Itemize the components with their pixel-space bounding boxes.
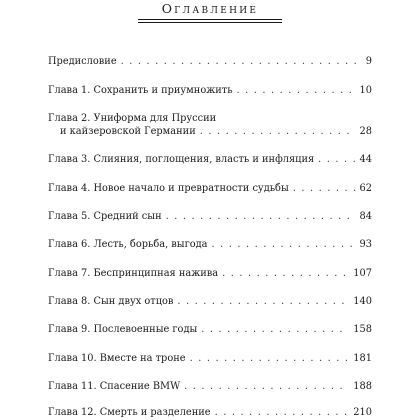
toc-entry — [48, 210, 372, 223]
toc-entry-title: Глава 12. Смерть и разделение — [48, 407, 211, 418]
toc-entry-title: Глава 11. Спасение BMW — [48, 381, 181, 392]
dot-leader — [293, 182, 356, 195]
toc-entry-title: Глава 10. Вместе на троне — [48, 353, 186, 364]
toc-line — [48, 153, 372, 166]
toc-entry-title: Глава 7. Беспринципная нажива — [48, 268, 219, 279]
toc-line — [48, 380, 372, 393]
toc-page-number: 181 — [353, 353, 372, 364]
dot-leader — [190, 352, 350, 365]
dot-leader — [184, 380, 349, 393]
toc-page-number: 93 — [359, 239, 372, 250]
toc-entry — [48, 55, 372, 68]
toc-line — [48, 55, 372, 68]
toc-line — [48, 267, 372, 280]
toc-entry — [48, 323, 372, 336]
title-rule-bottom — [138, 22, 282, 23]
title-rule-top — [138, 19, 282, 20]
toc-line — [48, 238, 372, 251]
toc-entry — [48, 153, 372, 166]
toc-entry — [48, 406, 372, 419]
toc-line — [48, 210, 372, 223]
toc-line — [48, 112, 372, 125]
toc-line — [48, 323, 372, 336]
toc-page-number: 28 — [359, 126, 372, 137]
toc-line — [48, 352, 372, 365]
toc-entry-title: Глава 8. Сын двух отцов — [48, 296, 174, 307]
toc-entry — [48, 352, 372, 365]
toc-line — [48, 125, 372, 138]
toc-entry-title: Глава 9. Послевоенные годы — [48, 324, 198, 335]
toc-entry-title: Глава 1. Сохранить и приумножить — [48, 85, 233, 96]
toc-page-number: 107 — [353, 268, 372, 279]
toc-entry — [48, 380, 372, 393]
dot-leader — [201, 323, 349, 336]
dot-leader — [318, 153, 355, 166]
toc-page-number: 10 — [359, 85, 372, 96]
toc-entry-title: Глава 4. Новое начало и превратности судьбы — [48, 183, 289, 194]
dot-leader — [177, 295, 349, 308]
toc-page-number: 9 — [365, 56, 372, 67]
toc-entry — [48, 84, 372, 97]
toc-entry — [48, 112, 372, 138]
toc-entry-title: Глава 5. Средний сын — [48, 211, 162, 222]
toc-entry-title: Предисловие — [48, 56, 117, 67]
toc-entry — [48, 182, 372, 195]
toc-page-number: 140 — [353, 296, 372, 307]
toc-page-number: 62 — [359, 183, 372, 194]
toc-entry-title: Глава 2. Униформа для Пруссии — [48, 113, 217, 124]
toc-page-number: 84 — [359, 211, 372, 222]
toc-page-number: 44 — [359, 154, 372, 165]
dot-leader — [237, 84, 356, 97]
toc-page-number: 158 — [353, 324, 372, 335]
dot-leader — [222, 267, 349, 280]
toc-entry-title-continued: и кайзеровской Германии — [60, 126, 196, 137]
toc-page-number: 188 — [353, 381, 372, 392]
toc-entry-title: Глава 3. Слияния, поглощения, власть и инфляция — [48, 154, 315, 165]
dot-leader — [212, 238, 356, 251]
page-title: Оглавление — [161, 1, 259, 16]
toc-entry — [48, 238, 372, 251]
toc-line — [48, 84, 372, 97]
toc-entry — [48, 267, 372, 280]
toc-line — [48, 406, 372, 419]
dot-leader — [166, 210, 356, 223]
toc-line — [48, 295, 372, 308]
dot-leader — [200, 125, 356, 138]
toc-page-number: 210 — [353, 407, 372, 418]
dot-leader — [215, 406, 350, 419]
toc-entry — [48, 295, 372, 308]
dot-leader — [121, 55, 362, 68]
toc-line — [48, 182, 372, 195]
toc-entry-title: Глава 6. Лесть, борьба, выгода — [48, 239, 208, 250]
